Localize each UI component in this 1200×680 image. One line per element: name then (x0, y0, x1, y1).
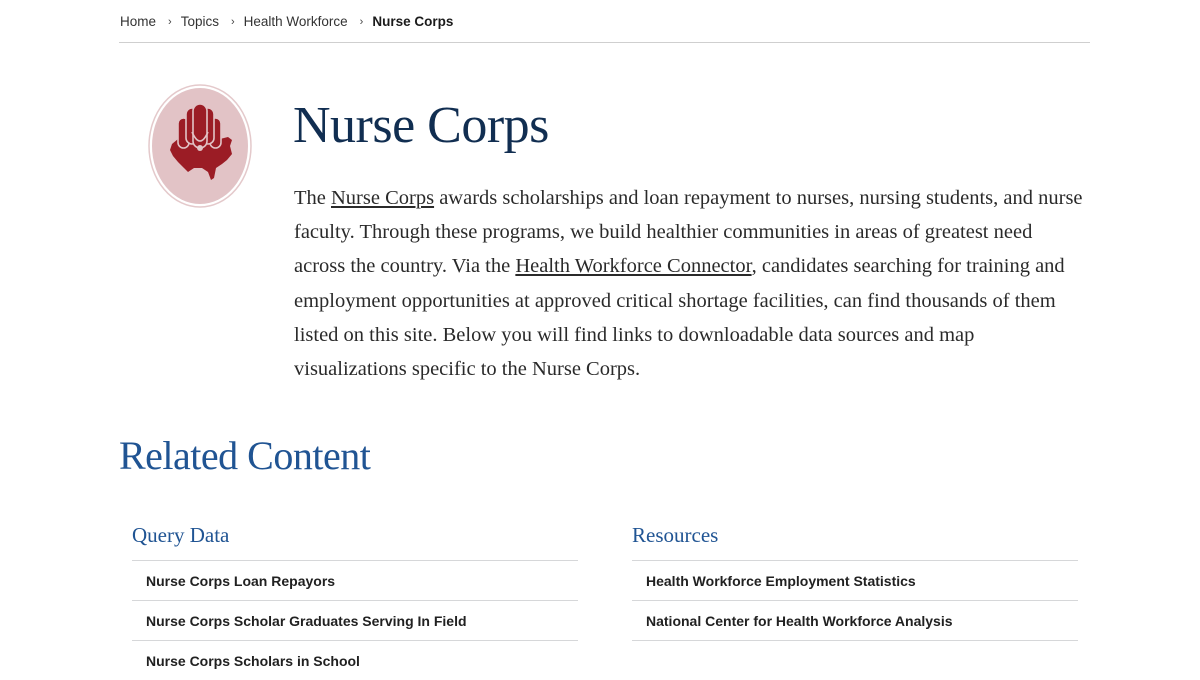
resources-heading: Resources (632, 520, 1078, 561)
query-data-link-scholar-graduates[interactable]: Nurse Corps Scholar Graduates Serving In Field (132, 601, 578, 641)
breadcrumb-health-workforce[interactable]: Health Workforce (243, 14, 348, 29)
query-data-section (132, 520, 578, 680)
intro-paragraph (294, 181, 1084, 386)
intro-text-2: awards scholarships and loan repayment to nurses, nursing students, and nurse faculty. Through these programs, we build healthier communities in areas of greatest need across the country. Via the (294, 187, 1083, 278)
chevron-right-icon: › (230, 15, 235, 28)
resources-list (632, 561, 1078, 641)
breadcrumb-divider (119, 42, 1090, 43)
nurse-corps-icon (148, 84, 252, 208)
resources-link-nchwa[interactable]: National Center for Health Workforce Analysis (632, 601, 1078, 641)
breadcrumb-current: Nurse Corps (372, 14, 454, 29)
nurse-corps-link[interactable]: Nurse Corps (331, 187, 435, 209)
query-data-link-loan-repayors[interactable]: Nurse Corps Loan Repayors (132, 561, 578, 601)
resources-section (632, 520, 1078, 641)
query-data-heading: Query Data (132, 520, 578, 561)
related-content-heading: Related Content (119, 433, 371, 478)
breadcrumb (120, 14, 453, 29)
chevron-right-icon: › (168, 15, 172, 28)
page-title: Nurse Corps (293, 97, 549, 154)
health-workforce-connector-link[interactable]: Health Workforce Connector (515, 255, 752, 278)
breadcrumb-topics[interactable]: Topics (180, 14, 219, 29)
query-data-link-scholars-in-school[interactable]: Nurse Corps Scholars in School (146, 652, 360, 669)
resources-link-employment-statistics[interactable]: Health Workforce Employment Statistics (632, 561, 1078, 601)
intro-text-1: The (294, 187, 331, 209)
query-data-list (132, 561, 578, 680)
intro-text-3: , candidates searching for training and employment opportunities at approved critical shortage facilities, can find thousands of them listed on this site. Below you will find links to downloadable data sources and map visualizations specific to the Nurse Corps. (294, 255, 1065, 381)
chevron-right-icon: › (359, 15, 364, 28)
breadcrumb-home[interactable]: Home (120, 14, 157, 29)
